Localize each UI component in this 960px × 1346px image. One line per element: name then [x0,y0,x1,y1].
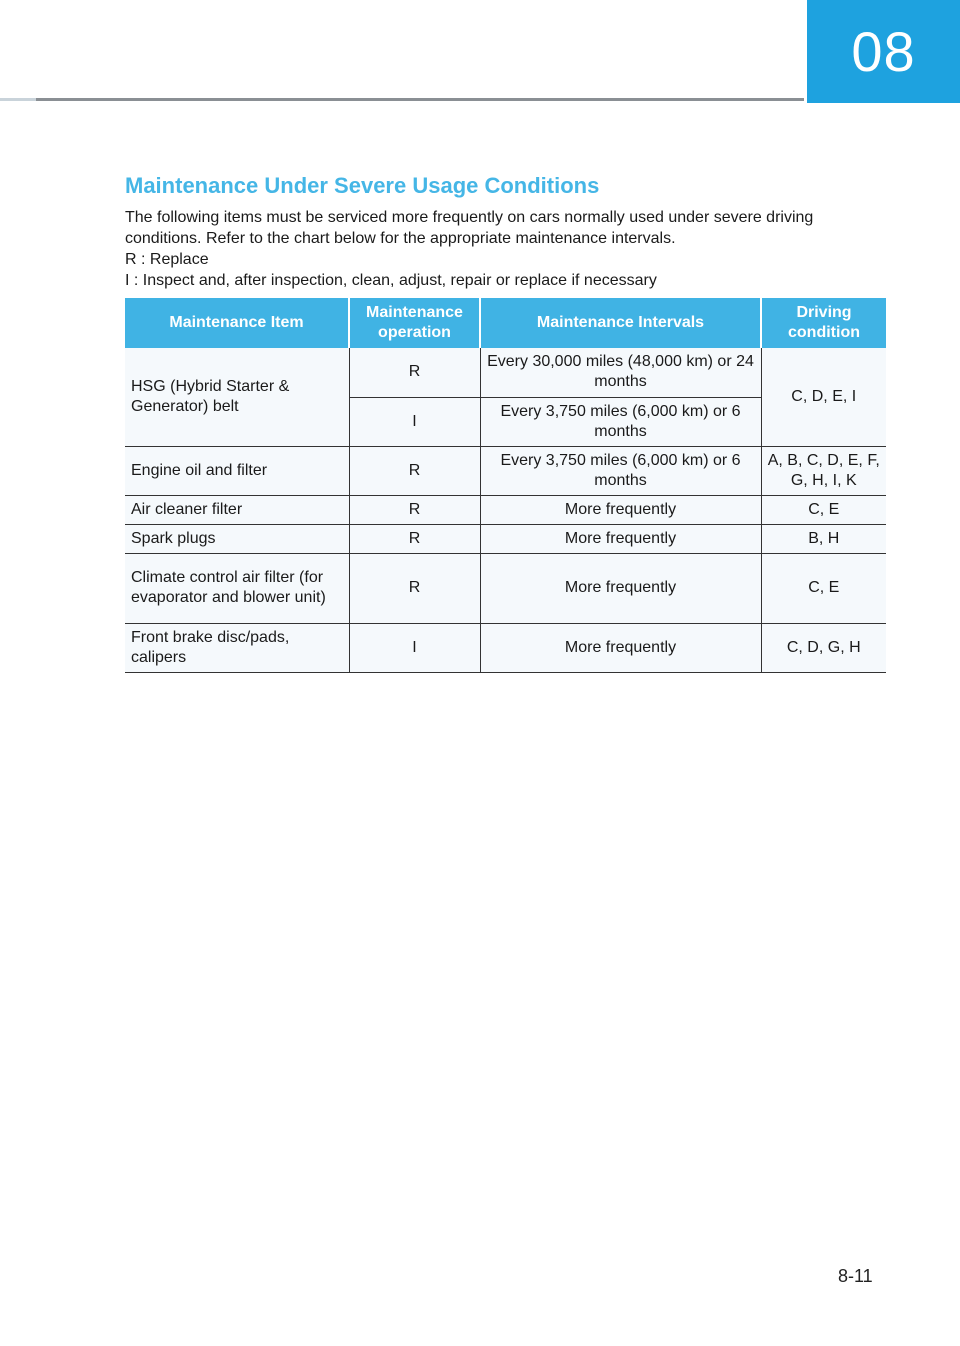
cell-operation: R [349,495,480,524]
chapter-tab: 08 [807,0,960,103]
section-title: Maintenance Under Severe Usage Conditions [125,173,600,198]
cell-operation: R [349,348,480,397]
cell-condition: C, E [761,553,886,623]
cell-condition: C, D, E, I [761,348,886,446]
cell-operation: R [349,524,480,553]
header-rule-accent [0,98,36,101]
header-maintenance-item: Maintenance Item [125,298,349,348]
cell-condition: A, B, C, D, E, F, G, H, I, K [761,446,886,495]
cell-interval: More frequently [480,553,761,623]
cell-interval: Every 3,750 miles (6,000 km) or 6 months [480,446,761,495]
cell-item: Climate control air filter (for evaporator and blower unit) [125,553,349,623]
table-header-row [125,298,886,348]
cell-interval: More frequently [480,524,761,553]
header-rule [0,98,804,101]
table-row [125,495,886,524]
cell-condition: C, E [761,495,886,524]
page-number: 8-11 [838,1266,873,1286]
table-row [125,623,886,672]
header-maintenance-operation: Maintenance operation [349,298,480,348]
maintenance-table [125,298,886,673]
cell-interval: More frequently [480,495,761,524]
table-row [125,348,886,397]
intro-paragraph: The following items must be serviced more frequently on cars normally used under severe driving conditions. Refer to the chart below for the appropriate maintenance intervals. [125,209,814,247]
table-row [125,553,886,623]
legend-inspect: I : Inspect and, after inspection, clean, adjust, repair or replace if necessary [125,272,657,289]
cell-item: Air cleaner filter [125,495,349,524]
legend-replace: R : Replace [125,251,209,268]
cell-interval: Every 30,000 miles (48,000 km) or 24 months [480,348,761,397]
cell-item: Engine oil and filter [125,446,349,495]
cell-operation: R [349,446,480,495]
cell-interval: Every 3,750 miles (6,000 km) or 6 months [480,397,761,446]
header-driving-condition: Driving condition [761,298,886,348]
cell-item: HSG (Hybrid Starter & Generator) belt [125,348,349,446]
cell-operation: I [349,397,480,446]
cell-operation: R [349,553,480,623]
cell-item: Spark plugs [125,524,349,553]
table-row [125,524,886,553]
cell-condition: C, D, G, H [761,623,886,672]
cell-condition: B, H [761,524,886,553]
table-row [125,446,886,495]
cell-operation: I [349,623,480,672]
cell-item: Front brake disc/pads, calipers [125,623,349,672]
intro-text [125,207,885,291]
header-maintenance-intervals: Maintenance Intervals [480,298,761,348]
cell-interval: More frequently [480,623,761,672]
